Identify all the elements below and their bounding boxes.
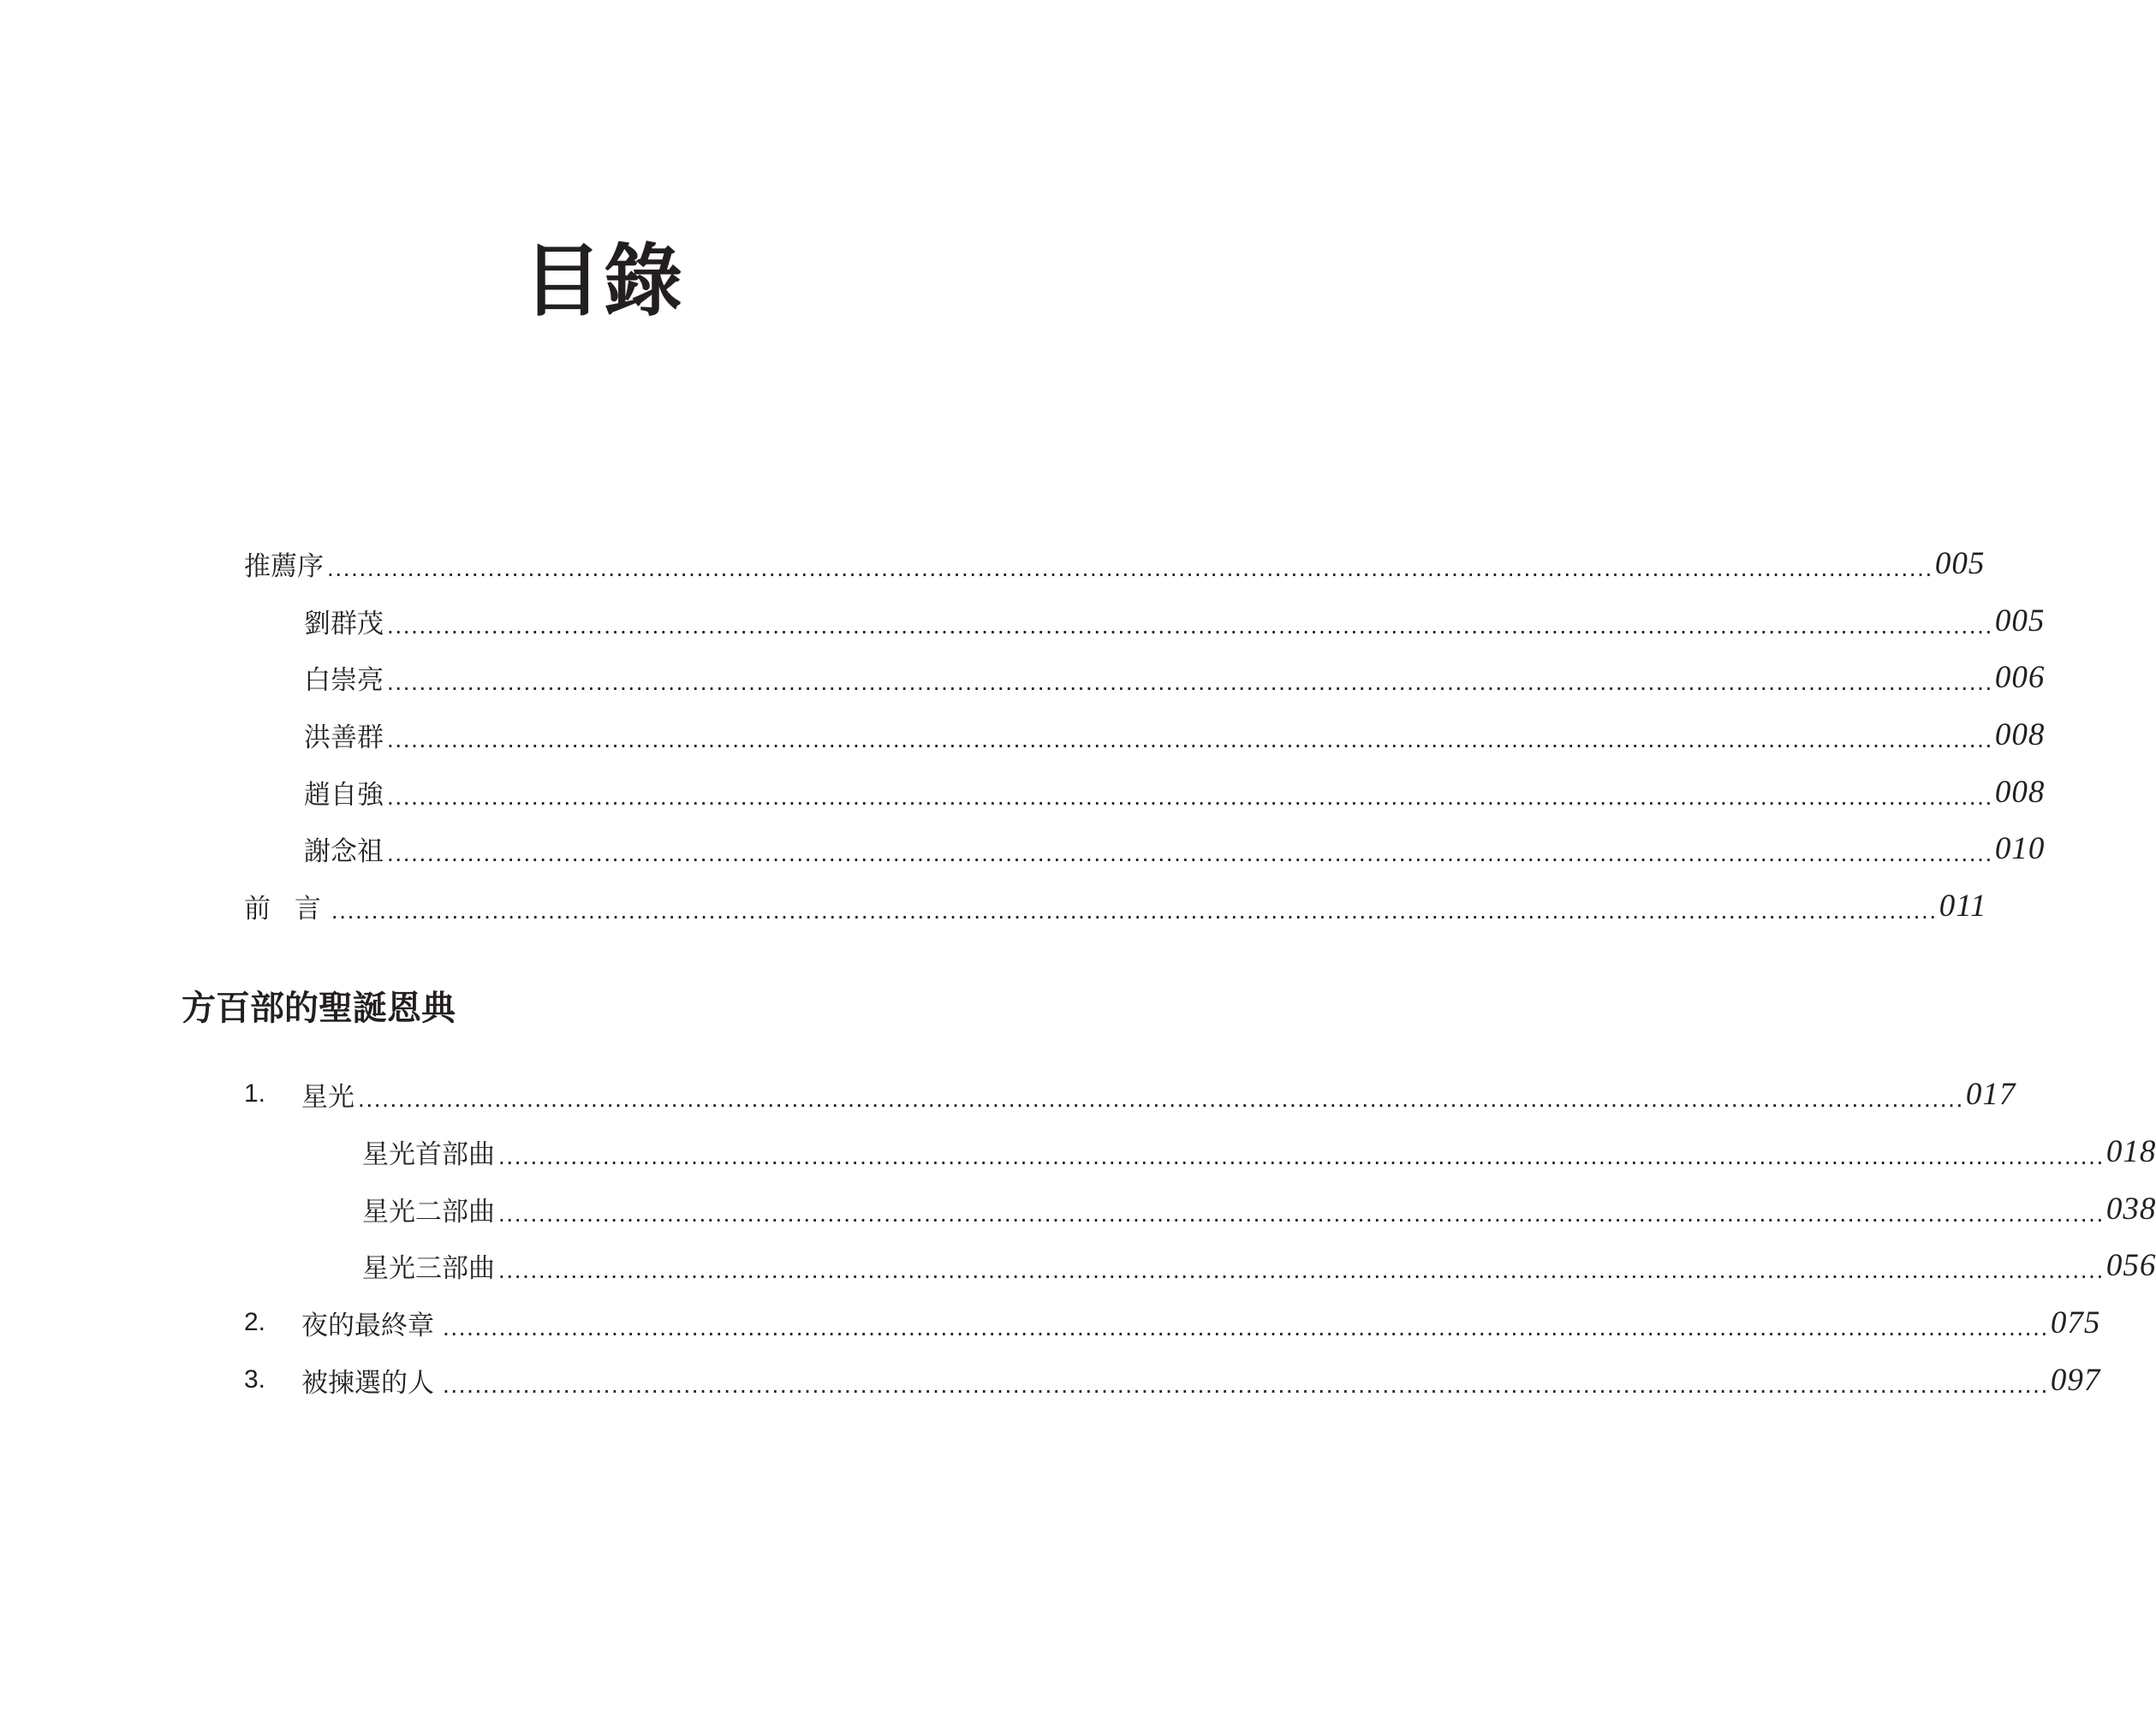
toc-leader: ........................................................................................................................................................................................................	[331, 897, 1938, 924]
toc-entry-number: 1.	[244, 1079, 266, 1108]
toc-entry-page: 018	[2105, 1133, 2156, 1169]
toc-leader: ........................................................................................................................................................................................................	[327, 555, 1933, 581]
toc-leader: ........................................................................................................................................................................................................	[498, 1200, 2105, 1227]
toc-entry-number: 3.	[244, 1365, 266, 1394]
toc-entry-label: 白崇亮	[304, 664, 384, 696]
toc-entry-label: 劉群茂	[304, 608, 384, 639]
toc-entry-page: 005	[1934, 545, 1986, 581]
toc-entry[interactable]	[304, 823, 2046, 874]
toc-entry-page: 056	[2105, 1247, 2156, 1283]
toc-leader: ........................................................................................................................................................................................................	[358, 1085, 1964, 1112]
toc-entry-label: 洪善群	[304, 722, 384, 753]
toc-entry[interactable]	[304, 766, 2046, 817]
toc-leader: ........................................................................................................................................................................................................	[387, 669, 1993, 695]
toc-entry[interactable]	[304, 651, 2046, 703]
toc-entry-label: 謝念祖	[304, 835, 384, 867]
toc-entry[interactable]	[362, 1183, 2156, 1234]
toc-entry-label: 趙自強	[304, 779, 384, 811]
toc-entry-label: 星光二部曲	[362, 1196, 495, 1228]
toc-leader: ........................................................................................................................................................................................................	[387, 612, 1993, 639]
toc-entry-page: 017	[1965, 1076, 2016, 1112]
toc-leader: ........................................................................................................................................................................................................	[387, 840, 1993, 866]
toc-entry-page: 010	[1994, 830, 2046, 866]
toc-entry-label: 夜的最終章	[301, 1310, 434, 1341]
toc-entry[interactable]	[244, 1068, 2016, 1120]
toc-entry[interactable]	[244, 880, 1987, 931]
toc-entry[interactable]	[362, 1239, 2156, 1291]
section-heading: 方百部的聖誕恩典	[182, 988, 456, 1028]
toc-entry[interactable]	[362, 1126, 2156, 1177]
toc-entry-page: 006	[1994, 659, 2046, 695]
toc-entry-label: 前 言	[244, 893, 321, 924]
toc-entry-label: 星光	[301, 1081, 354, 1113]
toc-entry-page: 075	[2050, 1305, 2101, 1340]
toc-entry-page: 011	[1939, 888, 1987, 924]
toc-entry-page: 097	[2050, 1362, 2101, 1398]
toc-leader: ........................................................................................................................................................................................................	[498, 1257, 2105, 1283]
page-title: 目錄	[522, 235, 684, 327]
toc-entry-page: 038	[2105, 1191, 2156, 1227]
toc-entry[interactable]	[244, 1297, 2101, 1348]
toc-leader: ........................................................................................................................................................................................................	[387, 783, 1993, 810]
toc-leader: ........................................................................................................................................................................................................	[498, 1143, 2105, 1169]
toc-entry-label: 推薦序	[244, 550, 324, 582]
toc-entry[interactable]	[244, 1354, 2101, 1406]
toc-entry-label: 星光三部曲	[362, 1252, 495, 1284]
toc-entry[interactable]	[304, 595, 2046, 646]
toc-entry[interactable]	[304, 709, 2046, 760]
toc-leader: ........................................................................................................................................................................................................	[443, 1371, 2049, 1398]
toc-leader: ........................................................................................................................................................................................................	[387, 726, 1993, 752]
toc-entry-page: 008	[1994, 774, 2046, 810]
toc-entry-label: 星光首部曲	[362, 1138, 495, 1170]
toc-entry-number: 2.	[244, 1308, 266, 1336]
toc-entry-page: 005	[1994, 603, 2046, 639]
toc-leader: ........................................................................................................................................................................................................	[443, 1314, 2049, 1340]
toc-entry[interactable]	[244, 538, 1986, 589]
toc-entry-page: 008	[1994, 716, 2046, 752]
toc-entry-label: 被揀選的人	[301, 1367, 434, 1399]
